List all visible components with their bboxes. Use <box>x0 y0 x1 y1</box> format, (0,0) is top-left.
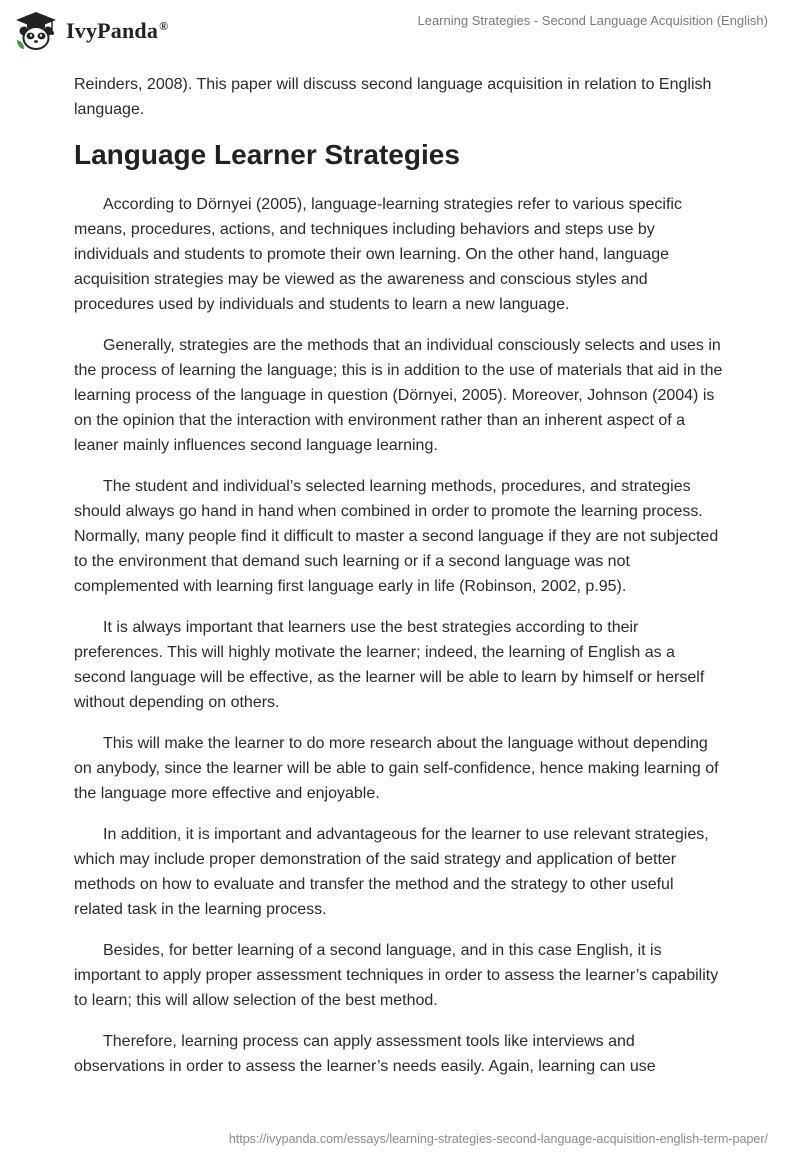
logo-link[interactable] <box>14 10 168 52</box>
panda-graduate-icon <box>14 10 58 52</box>
paragraph: It is always important that learners use the best strategies according to their preferences. This will highly motivate the learner; indeed, the learning of English as a second language will be effective, as the learner will be able to learn by himself or herself without depending on others. <box>74 619 705 711</box>
paragraph: Generally, strategies are the methods that an individual consciously selects and uses in the process of learning the language; this is in addition to the use of materials that aid in the learning process of the language in question (Dörnyei, 2005). Moreover, Johnson (2004) is on the opinion that the interaction with environment rather than an inherent aspect of a leaner mainly influences second language learning. <box>74 337 723 454</box>
paragraph: In addition, it is important and advantageous for the learner to use relevant strategies, which may include proper demonstration of the said strategy and application of better methods on how to evaluate and transfer the method and the strategy to other useful related task in the learning process. <box>74 826 709 918</box>
intro-paragraph: Reinders, 2008). This paper will discuss second language acquisition in relation to English language. <box>74 76 712 118</box>
paragraph: Besides, for better learning of a second language, and in this case English, it is important to apply proper assessment techniques in order to assess the learner’s capability to learn; this will allow selection of the best method. <box>74 942 719 1009</box>
paragraph: The student and individual’s selected learning methods, procedures, and strategies should always go hand in hand when combined in order to promote the learning process. Normally, many people find it difficult to master a second language if they are not subjected to the environment that demand such learning or if a second language was not complemented with learning first language early in life (Robinson, 2002, p.95). <box>74 478 719 595</box>
paragraph: According to Dörnyei (2005), language-learning strategies refer to various specific means, procedures, actions, and techniques including behaviors and steps use by individuals and students to promote their own learning. On the other hand, language acquisition strategies may be viewed as the awareness and conscious styles and procedures used by individuals and students to learn a new language. <box>74 196 682 313</box>
page-header <box>0 0 800 62</box>
paragraph: Therefore, learning process can apply assessment tools like interviews and observations in order to assess the learner’s needs easily. Again, learning can use <box>74 1033 656 1075</box>
paragraph: This will make the learner to do more research about the language without depending on anybody, since the learner will be able to gain self-confidence, hence making learning of the language more effective and enjoyable. <box>74 735 719 802</box>
article-body <box>74 72 724 1095</box>
section-heading: Language Learner Strategies <box>74 139 460 170</box>
registered-mark: ® <box>159 18 169 33</box>
brand-name: IvyPanda® <box>66 18 169 43</box>
document-title: Learning Strategies - Second Language Acquisition (English) <box>417 13 768 28</box>
source-url[interactable]: https://ivypanda.com/essays/learning-strategies-second-language-acquisition-english-term-paper/ <box>228 1132 768 1146</box>
